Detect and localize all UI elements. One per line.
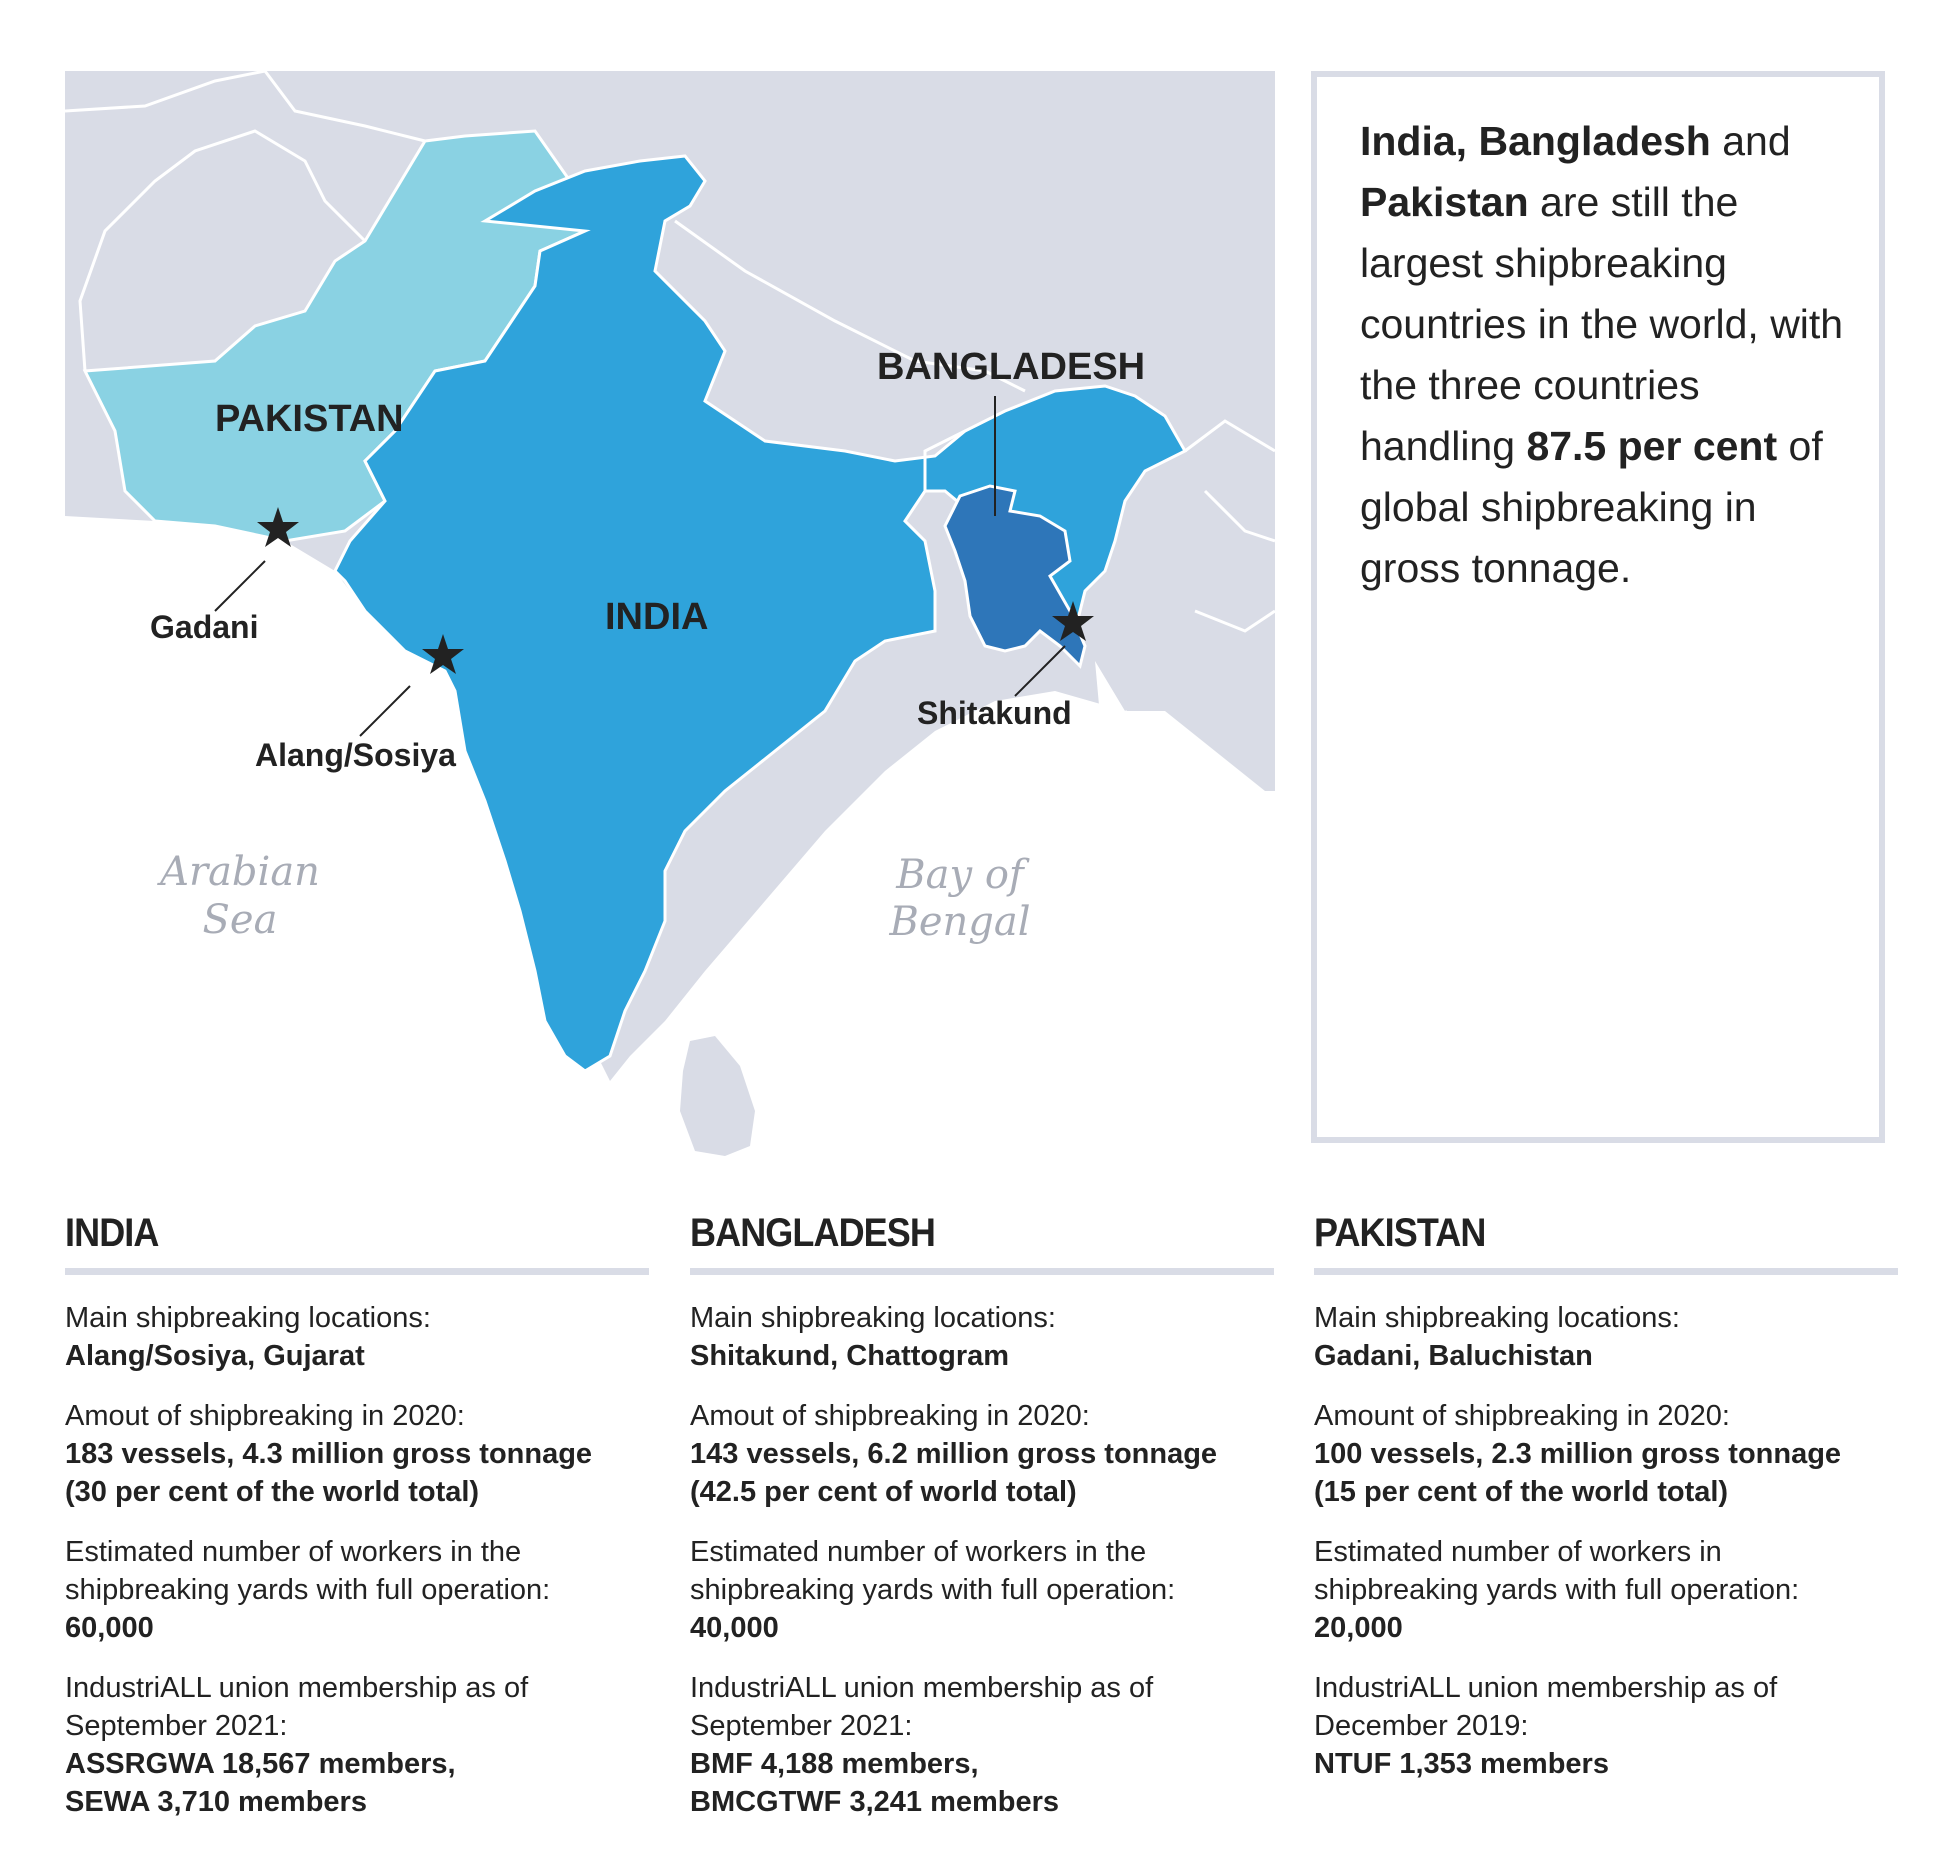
workers-label-2: shipbreaking yards with full operation: xyxy=(690,1574,1176,1606)
membership-value-2: BMCGTWF 3,241 members xyxy=(690,1786,1060,1818)
label-pakistan: PAKISTAN xyxy=(215,398,404,440)
workers-value: 40,000 xyxy=(690,1612,779,1644)
label-bay-of-bengal-1: Bay of xyxy=(896,852,1024,898)
country-heading: BANGLADESH xyxy=(690,1211,936,1255)
membership-label: IndustriALL union membership as of xyxy=(65,1672,529,1704)
amount-label: Amout of shipbreaking in 2020: xyxy=(690,1400,1090,1432)
label-gadani: Gadani xyxy=(150,609,259,645)
country-heading: PAKISTAN xyxy=(1314,1211,1486,1255)
divider xyxy=(65,1268,649,1275)
label-shitakund: Shitakund xyxy=(917,695,1072,731)
amount-share: (30 per cent of the world total) xyxy=(65,1476,480,1508)
amount-share: (15 per cent of the world total) xyxy=(1314,1476,1729,1508)
membership-label: IndustriALL union membership as of xyxy=(1314,1672,1778,1704)
locations-block xyxy=(1314,1299,1898,1375)
divider xyxy=(690,1268,1274,1275)
membership-label-2: September 2021: xyxy=(65,1710,288,1742)
map-svg xyxy=(65,71,1275,1156)
summary-bold-1: India, Bangladesh xyxy=(1360,118,1711,164)
membership-block xyxy=(65,1669,649,1821)
map xyxy=(65,71,1275,1156)
label-india: INDIA xyxy=(605,596,709,638)
workers-value: 20,000 xyxy=(1314,1612,1403,1644)
workers-block xyxy=(65,1533,649,1647)
membership-block xyxy=(1314,1669,1898,1783)
locations-label: Main shipbreaking locations: xyxy=(690,1302,1056,1334)
membership-value-2: SEWA 3,710 members xyxy=(65,1786,367,1818)
summary-highlight: 87.5 per cent xyxy=(1526,423,1778,469)
amount-block xyxy=(690,1397,1274,1511)
label-arabian-sea-2: Sea xyxy=(202,897,278,943)
workers-label: Estimated number of workers in xyxy=(1314,1536,1722,1568)
summary-box xyxy=(1311,71,1885,1143)
locations-label: Main shipbreaking locations: xyxy=(65,1302,431,1334)
amount-value: 100 vessels, 2.3 million gross tonnage xyxy=(1314,1438,1842,1470)
membership-label-2: December 2019: xyxy=(1314,1710,1529,1742)
locations-block xyxy=(690,1299,1274,1375)
amount-share: (42.5 per cent of world total) xyxy=(690,1476,1077,1508)
country-column-india xyxy=(65,1200,649,1843)
label-alang: Alang/Sosiya xyxy=(255,737,456,773)
divider xyxy=(1314,1268,1898,1275)
amount-label: Amount of shipbreaking in 2020: xyxy=(1314,1400,1730,1432)
country-column-bangladesh xyxy=(690,1200,1274,1843)
amount-label: Amout of shipbreaking in 2020: xyxy=(65,1400,465,1432)
locations-value: Shitakund, Chattogram xyxy=(690,1340,1010,1372)
workers-value: 60,000 xyxy=(65,1612,154,1644)
workers-label: Estimated number of workers in the xyxy=(690,1536,1147,1568)
summary-text xyxy=(1360,111,1860,599)
summary-mid-1: and xyxy=(1710,118,1791,164)
workers-label-2: shipbreaking yards with full operation: xyxy=(65,1574,551,1606)
membership-value: ASSRGWA 18,567 members, xyxy=(65,1748,456,1780)
amount-block xyxy=(65,1397,649,1511)
locations-block xyxy=(65,1299,649,1375)
amount-value: 183 vessels, 4.3 million gross tonnage xyxy=(65,1438,593,1470)
workers-block xyxy=(690,1533,1274,1647)
amount-block xyxy=(1314,1397,1898,1511)
label-bangladesh: BANGLADESH xyxy=(877,346,1146,388)
membership-block xyxy=(690,1669,1274,1821)
label-arabian-sea-1: Arabian xyxy=(160,849,320,895)
membership-value: NTUF 1,353 members xyxy=(1314,1748,1609,1780)
workers-label: Estimated number of workers in the xyxy=(65,1536,522,1568)
country-column-pakistan xyxy=(1314,1200,1898,1805)
membership-label: IndustriALL union membership as of xyxy=(690,1672,1154,1704)
summary-bold-2: Pakistan xyxy=(1360,179,1529,225)
membership-value: BMF 4,188 members, xyxy=(690,1748,979,1780)
summary-mid-2: are still the largest shipbreaking countries in the world, with the three countries handling xyxy=(1360,179,1844,469)
workers-block xyxy=(1314,1533,1898,1647)
locations-label: Main shipbreaking locations: xyxy=(1314,1302,1680,1334)
locations-value: Gadani, Baluchistan xyxy=(1314,1340,1593,1372)
label-bay-of-bengal-2: Bengal xyxy=(889,899,1031,945)
locations-value: Alang/Sosiya, Gujarat xyxy=(65,1340,365,1372)
summary-post: of global shipbreaking in gross tonnage. xyxy=(1360,423,1823,591)
workers-label-2: shipbreaking yards with full operation: xyxy=(1314,1574,1800,1606)
amount-value: 143 vessels, 6.2 million gross tonnage xyxy=(690,1438,1218,1470)
membership-label-2: September 2021: xyxy=(690,1710,913,1742)
country-heading: INDIA xyxy=(65,1211,159,1255)
